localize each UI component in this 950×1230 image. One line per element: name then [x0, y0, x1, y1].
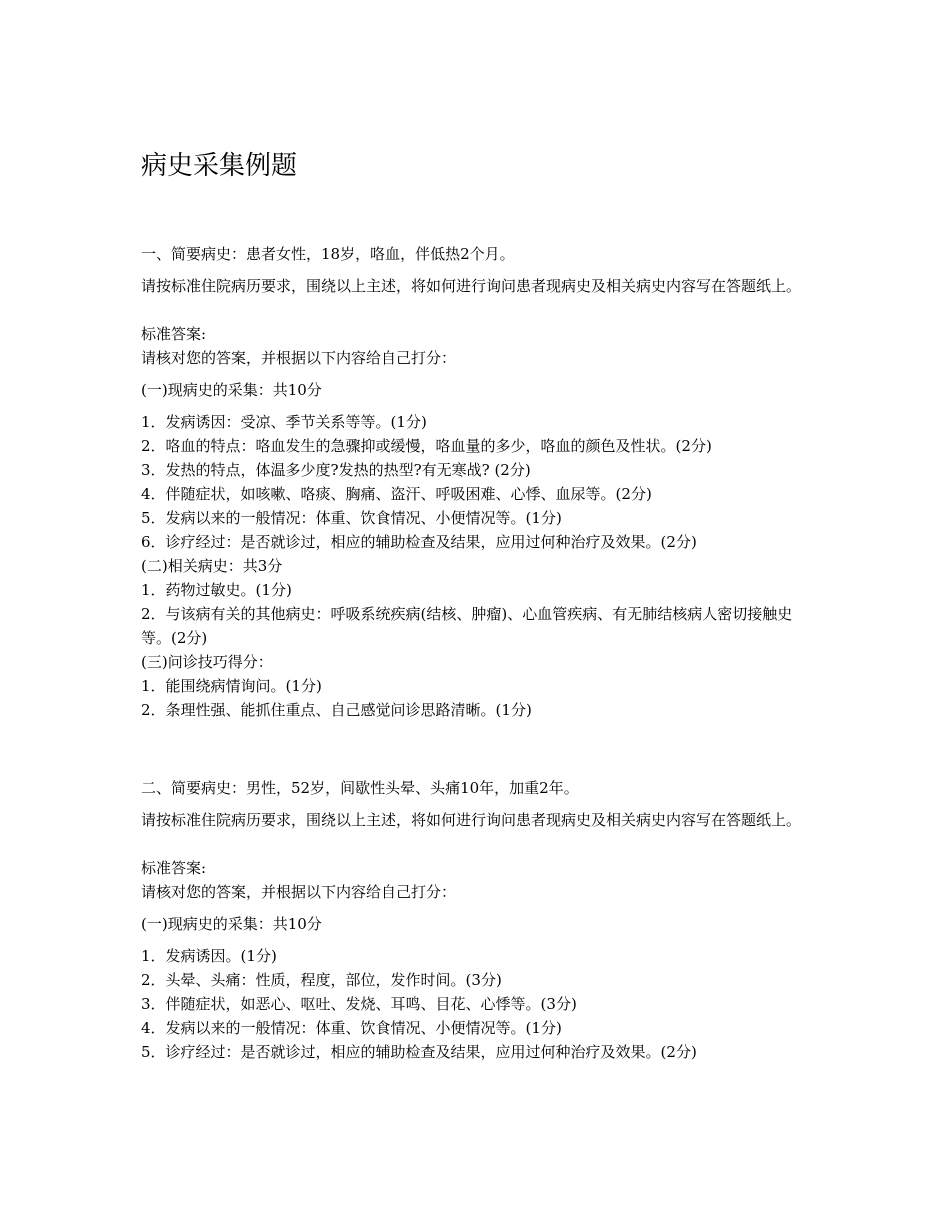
case1-section3-title: (三)问诊技巧得分：: [141, 653, 273, 671]
case2-header: 二、简要病史：男性，52岁，间歇性头晕、头痛10年，加重2年。: [141, 779, 579, 797]
document-page: [141, 148, 821, 1064]
case1-header: 一、简要病史：患者女性，18岁，咯血，伴低热2个月。: [141, 245, 515, 263]
case1-section1-item: 4．伴随症状，如咳嗽、咯痰、胸痛、盗汗、呼吸困难、心悸、血尿等。(2分): [141, 485, 652, 503]
case2-section1-item: 1．发病诱因。(1分): [141, 947, 277, 965]
case1-section1-title: (一)现病史的采集：共10分: [141, 381, 322, 399]
case1-section1-item: 5．发病以来的一般情况：体重、饮食情况、小便情况等。(1分): [141, 509, 562, 527]
case1-section1-item: 2．咯血的特点：咯血发生的急骤抑或缓慢，咯血量的多少，咯血的颜色及性状。(2分): [141, 437, 712, 455]
case1-section3-item: 1．能围绕病情询问。(1分): [141, 677, 322, 695]
page-title: 病史采集例题: [141, 151, 298, 181]
case2-section1-item: 3．伴随症状，如恶心、呕吐、发烧、耳鸣、目花、心悸等。(3分): [141, 995, 577, 1013]
case1-section2-item: 1．药物过敏史。(1分): [141, 581, 292, 599]
case1-standard-answer-label: 标准答案:: [141, 325, 207, 343]
case1-section1-item: 3．发热的特点，体温多少度?发热的热型?有无寒战? (2分): [141, 461, 531, 479]
case1-section1-item: 1．发病诱因：受凉、季节关系等等。(1分): [141, 413, 427, 431]
case2-section1-item: 2．头晕、头痛：性质，程度，部位，发作时间。(3分): [141, 971, 502, 989]
case2-section1-item: 5．诊疗经过：是否就诊过，相应的辅助检查及结果，应用过何种治疗及效果。(2分): [141, 1043, 697, 1061]
case2-section1-item: 4．发病以来的一般情况：体重、饮食情况、小便情况等。(1分): [141, 1019, 562, 1037]
case2-instruction: 请按标准住院病历要求，围绕以上主述，将如何进行询问患者现病史及相关病史内容写在答题纸上。: [141, 811, 802, 829]
case1-section1-item: 6．诊疗经过：是否就诊过，相应的辅助检查及结果，应用过何种治疗及效果。(2分): [141, 533, 697, 551]
case1-instruction: 请按标准住院病历要求，围绕以上主述，将如何进行询问患者现病史及相关病史内容写在答题纸上。: [141, 277, 802, 295]
case2-standard-answer-label: 标准答案:: [141, 859, 207, 877]
case1-section2-item: 2．与该病有关的其他病史：呼吸系统疾病(结核、肿瘤)、心血管疾病、有无肺结核病人密切接触史等。(2分): [141, 605, 793, 647]
case2-section1-title: (一)现病史的采集：共10分: [141, 915, 322, 933]
case1-self-check: 请核对您的答案，并根据以下内容给自己打分：: [141, 349, 457, 367]
case1-section2-title: (二)相关病史：共3分: [141, 557, 283, 575]
case2-self-check: 请核对您的答案，并根据以下内容给自己打分：: [141, 883, 457, 901]
case1-section3-item: 2．条理性强、能抓住重点、自己感觉问诊思路清晰。(1分): [141, 701, 532, 719]
